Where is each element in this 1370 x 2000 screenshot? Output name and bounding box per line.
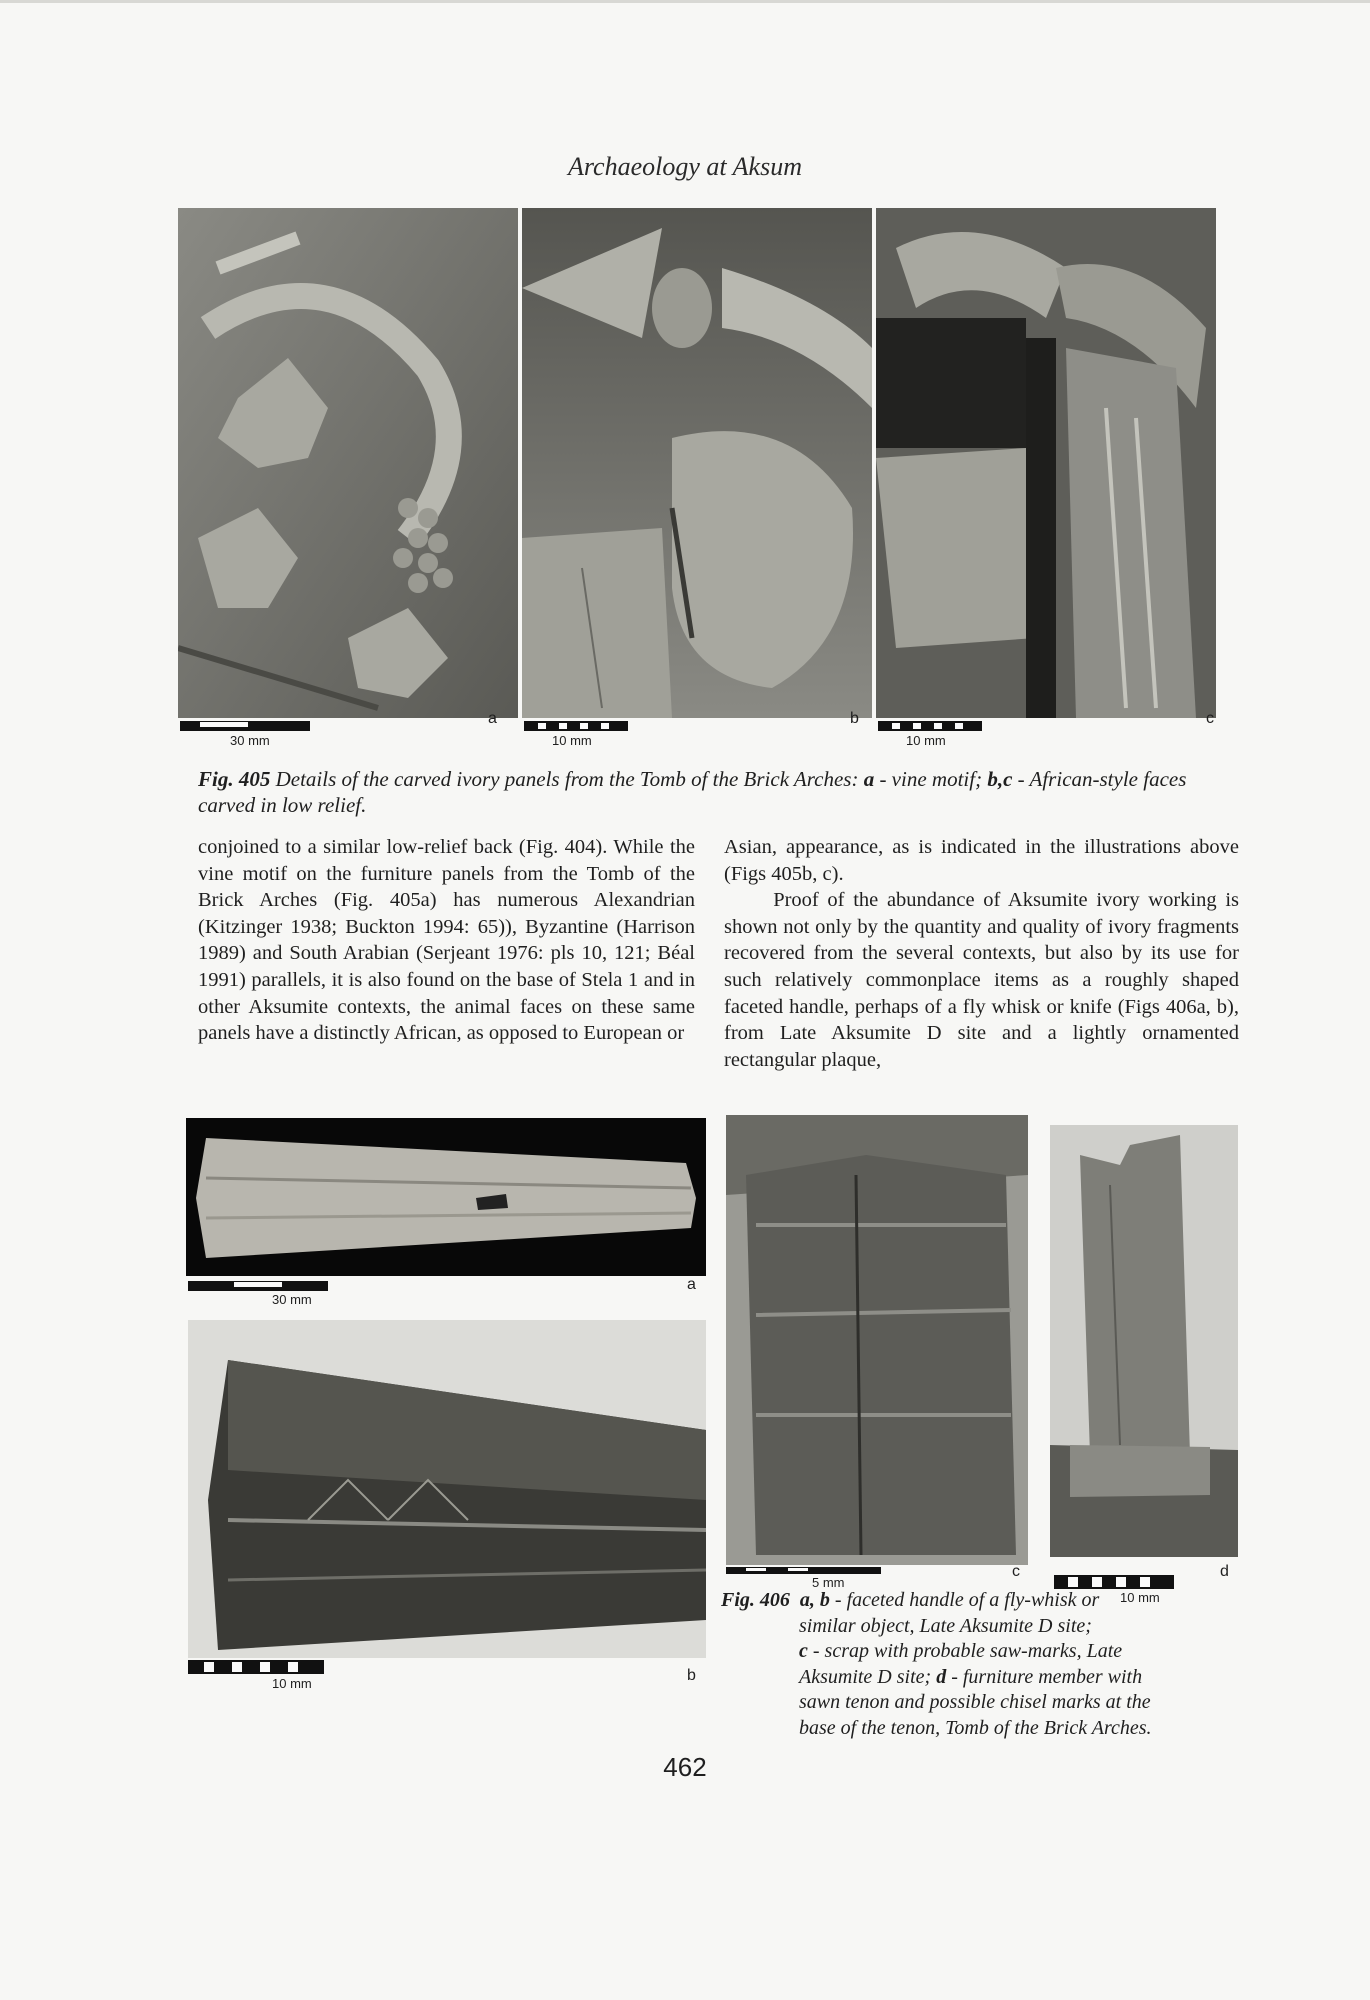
panel-letter-c: c [1012,1563,1020,1580]
african-face-b-image [522,208,872,718]
fig405-scale-b [524,721,634,751]
panel-letter-c: c [1206,710,1214,727]
fig-label: Fig. 406 [721,1589,790,1611]
scale-label: 10 mm [1120,1590,1160,1605]
fig406-photo-c [726,1115,1028,1565]
fig406-photo-d [1050,1125,1238,1557]
paragraph: Asian, appearance, as is indicated in the illustrations above (Figs 405b, c). [724,836,1239,885]
caption-text: - faceted handle of a fly-whisk or [829,1589,1100,1611]
page-number: 462 [663,1752,707,1782]
running-head: Archaeology at Aksum [568,152,802,181]
panel-letter-a: a [488,710,497,727]
fig406-photo-a [186,1118,706,1276]
fig405-caption [198,766,1238,818]
body-right-column [724,834,1239,1073]
caption-line: similar object, Late Aksumite D site; [799,1614,1092,1637]
fig-label: Fig. 405 [198,767,271,791]
panel-letter-b: b [687,1667,696,1684]
faceted-handle-a-image [186,1118,706,1276]
scale-label: 10 mm [552,733,592,748]
caption-key-ab: a, b [799,1589,830,1611]
caption-text: Aksumite D site; [799,1665,937,1688]
scale-label: 5 mm [812,1575,845,1590]
caption-key-c: c [799,1640,808,1662]
fig406-scale-b [188,1660,328,1690]
scale-label: 10 mm [272,1676,312,1691]
african-face-c-image [876,208,1216,718]
panel-letter-d: d [1220,1563,1229,1580]
caption-line: sawn tenon and possible chisel marks at the [799,1691,1151,1713]
caption-text: - furniture member with [946,1665,1143,1688]
caption-line: base of the tenon, Tomb of the Brick Arches. [799,1716,1152,1739]
fig406-photo-b [188,1320,706,1658]
fig406-caption [721,1588,1241,1741]
faceted-handle-b-image [188,1320,706,1658]
scale-label: 10 mm [906,733,946,748]
fig405-photo-b [522,208,872,718]
caption-text-a: - vine motif; [874,767,988,791]
scale-label: 30 mm [230,733,270,748]
top-rule [0,0,1370,3]
saw-marked-scrap-image [726,1115,1028,1565]
caption-key-d: d [936,1665,947,1688]
furniture-member-image [1050,1125,1238,1557]
caption-text: Details of the carved ivory panels from the Tomb of the Brick Arches: [270,767,864,791]
fig405-scale-a [180,721,320,751]
paragraph: Proof of the abundance of Aksumite ivory working is shown not only by the quantity and quality of ivory fragments recovered from the several contexts, but also by its use for such relatively commonplace items as a roughly shaped faceted handle, perhaps of a fly whisk or knife (Figs 406a, b), from Late Aksumite D site and a lightly ornamented rectangular plaque, [724,889,1239,1071]
caption-text-bc: - African-style faces carved in low relief. [198,767,1187,817]
caption-key-a: a [863,767,875,791]
paragraph: conjoined to a similar low-relief back (Fig. 404). While the vine motif on the furniture panels from the Tomb of the Brick Arches (Fig. 405a) has numerous Alexandrian (Kitzinger 1938; Buckton 1994: 65)), Byzantine (Harrison 1989) and South Arabian (Serjeant 1976: pls 10, 121; Béal 1991) parallels, it is also found on the base of Stela 1 and in other Aksumite contexts, the animal faces on these same panels have a distinctly African, as opposed to European or [198,836,695,1045]
fig405-photo-c [876,208,1216,718]
caption-key-bc: b,c [987,767,1013,791]
vine-motif-image [178,208,518,718]
body-left-column [198,834,695,1047]
fig405-scale-c [878,721,988,751]
panel-letter-b: b [850,710,859,727]
scale-label: 30 mm [272,1292,312,1307]
caption-text: - scrap with probable saw-marks, Late [807,1640,1123,1662]
fig405-photo-a [178,208,518,718]
panel-letter-a: a [687,1276,696,1293]
fig406-scale-a [188,1281,338,1311]
